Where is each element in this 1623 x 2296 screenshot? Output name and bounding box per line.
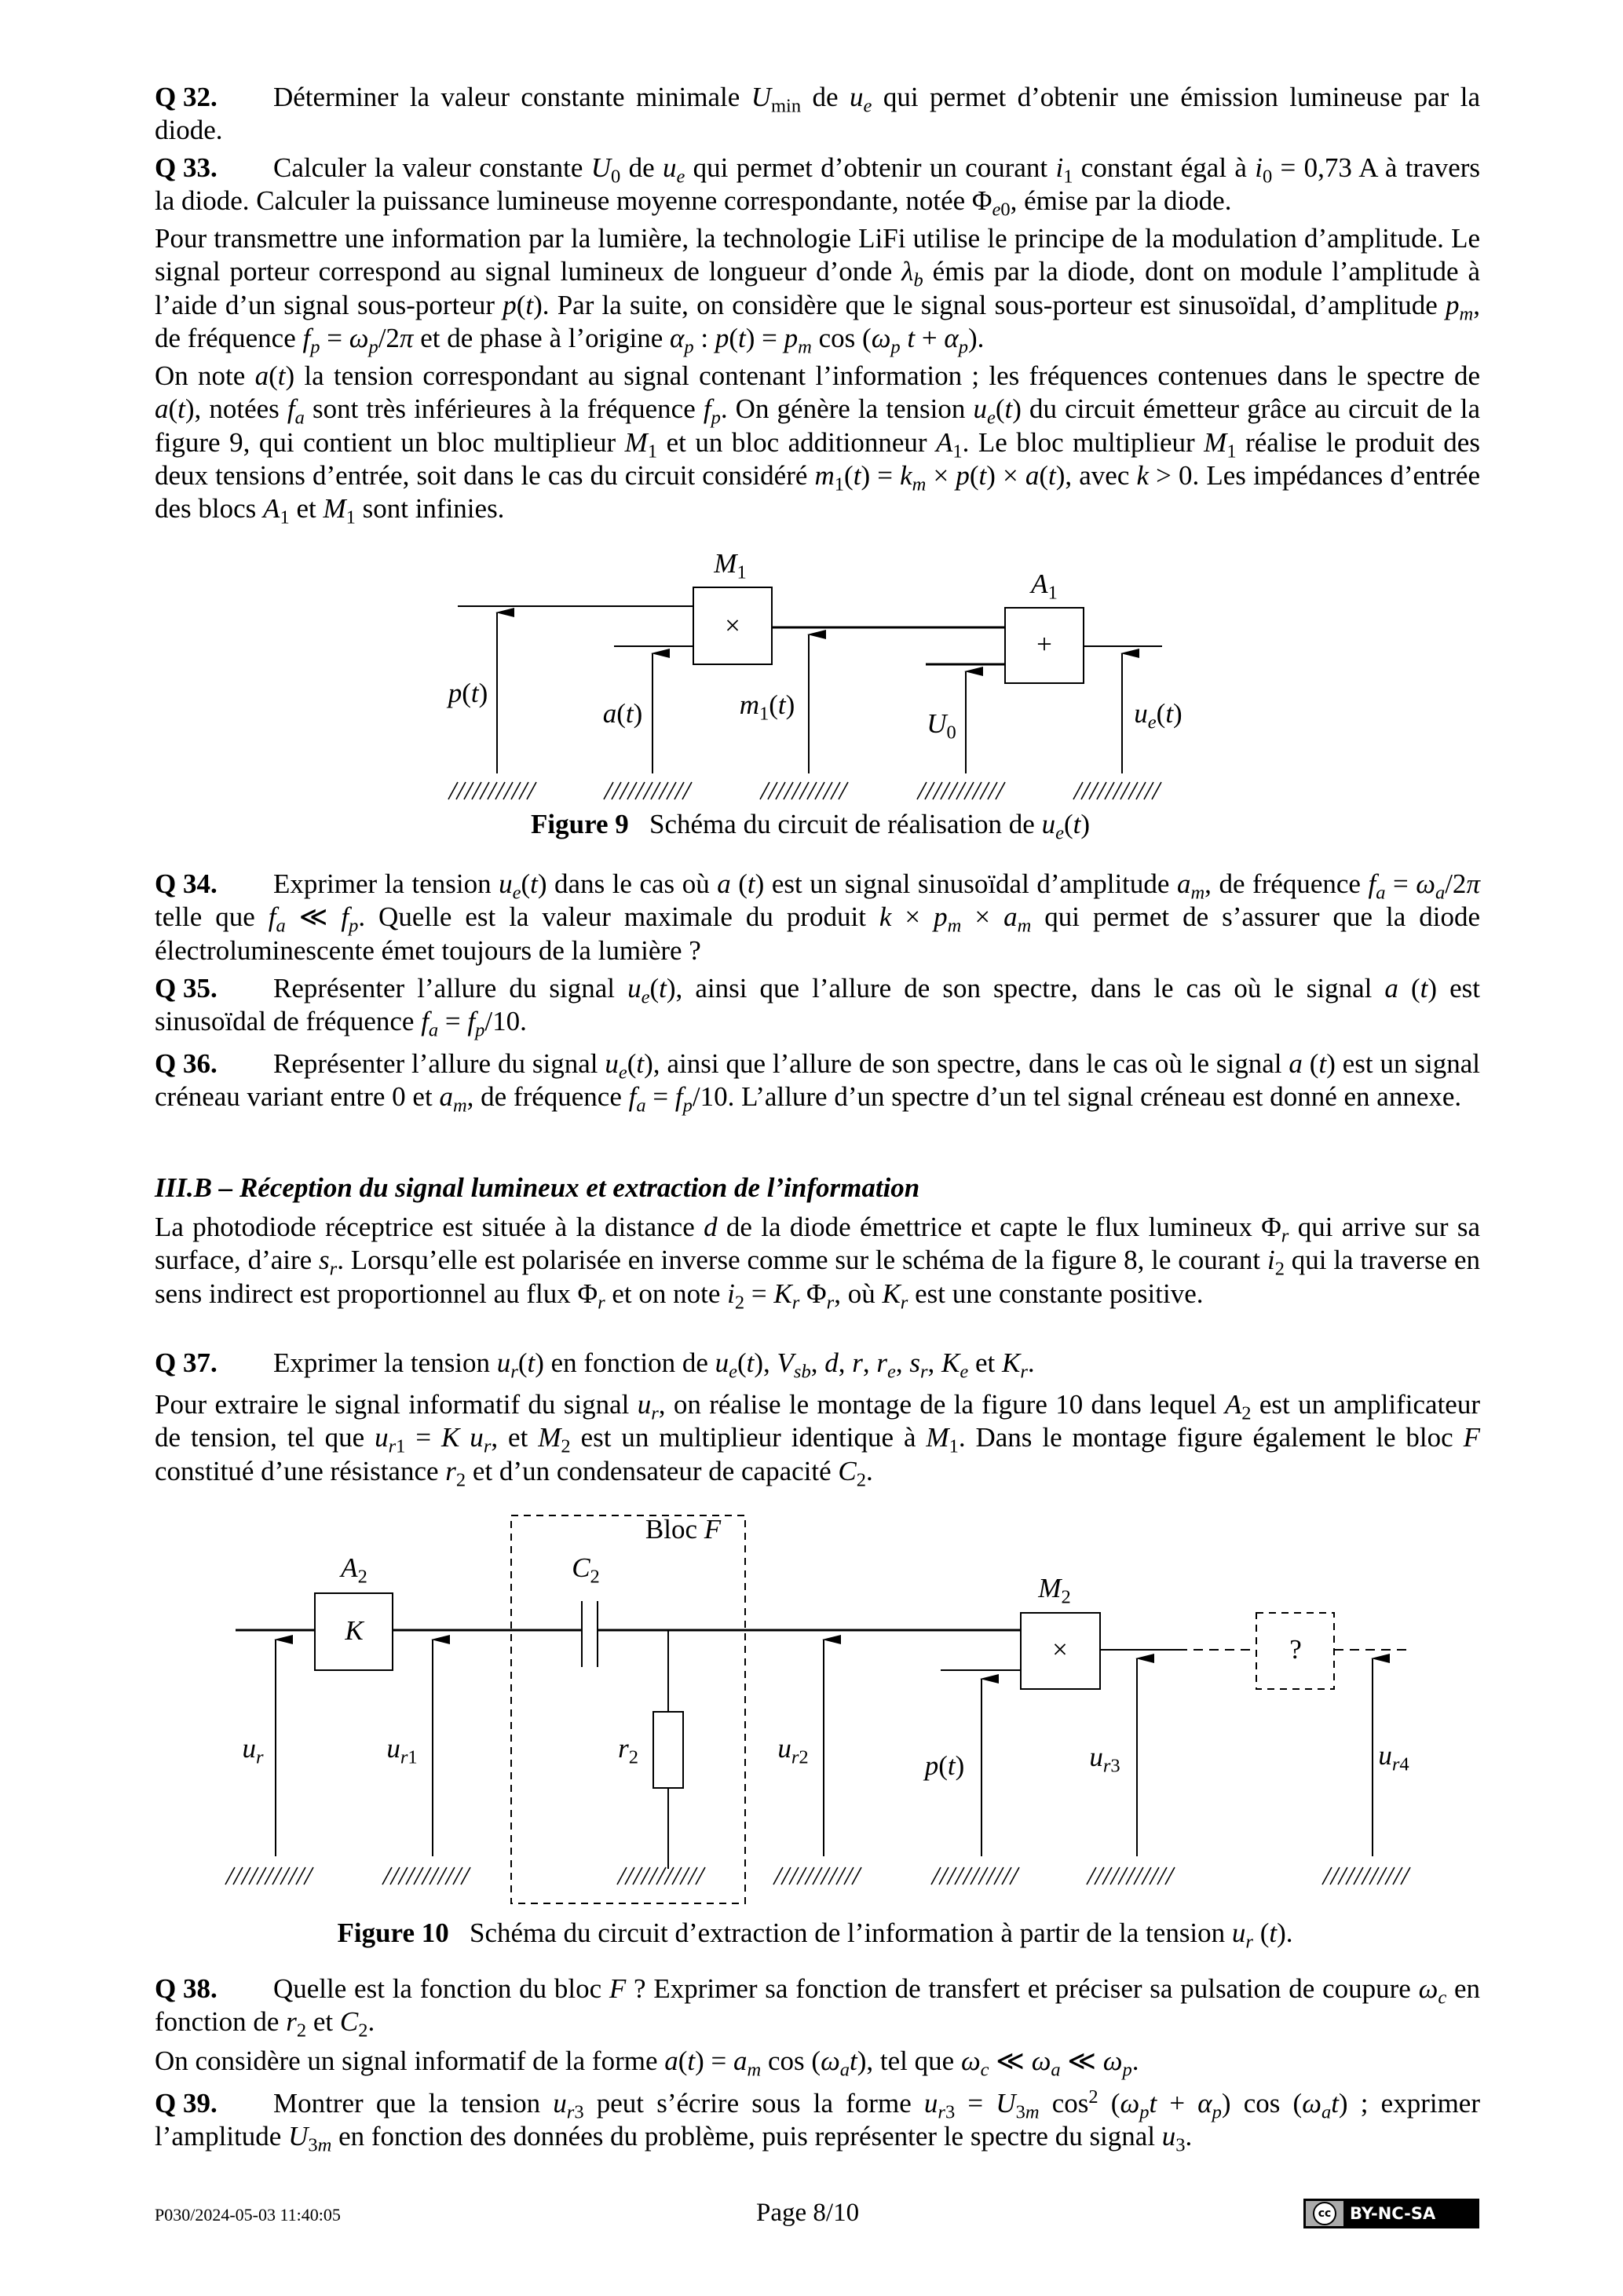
ground-symbol: [917, 782, 1005, 799]
question-label: Q 32.: [155, 82, 217, 112]
ground-symbol: [382, 1867, 470, 1885]
figure-10-circuit: [225, 1515, 1411, 1903]
ground-symbol: [448, 782, 536, 799]
symbol-gain-k: K: [345, 1615, 364, 1646]
question-label: Q 37.: [155, 1347, 217, 1378]
ground-symbol: [604, 782, 692, 799]
voltage-label-u0: $U_0$: [927, 708, 956, 744]
ground-symbol: [760, 782, 848, 799]
license-badge: [1303, 2199, 1479, 2228]
voltage-label-ur: $u_r$: [242, 1733, 264, 1768]
question-text: Représenter l’allure du signal $u_e(t)$, ainsi que l’allure de son spectre, dans le cas où le signal a (t) est sinusoïdal de fréquence $f_a = f_p/10$.: [155, 973, 1480, 1041]
resistor-r2: [653, 1712, 683, 1788]
voltage-label-p: p(t): [448, 678, 488, 708]
question-label: Q 33.: [155, 152, 217, 183]
caption-label: Figure 9: [531, 809, 629, 839]
question-text: Quelle est la fonction du bloc F ? Exprimer sa fonction de transfert et préciser sa pulsation de coupure $\omega_c$ en fonction de $r_2$ et $C_2$.: [155, 1973, 1480, 2042]
footer-reference: P030/2024-05-03 11:40:05: [155, 2205, 341, 2225]
figure-10-caption: [337, 1918, 1293, 1953]
paragraph-extraction: Pour extraire le signal informatif du signal $u_r$, on réalise le montage de la figure 10 dans lequel $A_2$ est un amplificateur de tension, tel que $u_{r1} = K$ $u_r$, et $M_2$ est un multiplieur identique à $M_1$. Dans le montage figure également le bloc F constitué d’une résistance $r_2$ et d’un condensateur de capacité $C_2$.: [155, 1389, 1480, 1490]
voltage-label-m1: $m_1(t)$: [739, 689, 795, 725]
symbol-multiply: ×: [1052, 1634, 1068, 1665]
voltage-label-ur2: $u_{r2}$: [777, 1733, 809, 1768]
question-text: Exprimer la tension $u_r(t)$ en fonction de $u_e(t)$, $V_{sb}$, d, r, $r_e$, $s_r$, $K_e$ et $K_r$.: [273, 1347, 1035, 1383]
ground-symbol: [931, 1867, 1019, 1885]
question-text: Calculer la valeur constante $U_0$ de $u_e$ qui permet d’obtenir un courant $i_1$ constant égal à $i_0 = 0,73$ A à travers la diode. Calculer la puissance lumineuse moyenne correspondante, notée $\Phi_{e0}$, émise par la diode.: [155, 152, 1481, 221]
label-a2: $A_2$: [341, 1552, 367, 1588]
license-text: BY-NC-SA: [1350, 2204, 1436, 2223]
section-heading: III.B – Réception du signal lumineux et extraction de l’information: [155, 1172, 920, 1203]
voltage-label-ur1: $u_{r1}$: [386, 1733, 418, 1768]
question-text: Montrer que la tension $u_{r3}$ peut s’écrire sous la forme $u_{r3} = U_{3m}$ $\cos^2 (\omega_pt + \alpha_p)$ $\cos (\omega_at)$ ; exprimer l’amplitude $U_{3m}$ en fonction des données du problème, puis représenter le spectre du signal $u_3$.: [155, 2086, 1480, 2156]
symbol-plus: +: [1036, 629, 1052, 660]
caption-label: Figure 10: [337, 1918, 449, 1948]
voltage-label-ue: $u_e(t)$: [1134, 698, 1183, 733]
question-text: Représenter l’allure du signal $u_e(t)$, ainsi que l’allure de son spectre, dans le cas où le signal a (t) est un signal créneau variant entre 0 et $a_m$, de fréquence $f_a = f_p/10$. L’allure d’un spectre d’un tel signal créneau est donné en annexe.: [155, 1048, 1481, 1117]
caption-text: Schéma du circuit de réalisation de $u_e(t)$: [649, 809, 1090, 844]
ground-symbol: [773, 1867, 861, 1885]
ground-symbol: [1073, 782, 1161, 799]
question-label: Q 34.: [155, 868, 217, 899]
bloc-f-dashed-box: [511, 1515, 745, 1903]
cc-logo: cc: [1313, 2202, 1336, 2225]
question-label: Q 38.: [155, 1973, 217, 2004]
paragraph-information-signal: On note a(t) la tension correspondant au signal contenant l’information ; les fréquences contenues dans le spectre de a(t), notées $f_a$ sont très inférieures à la fréquence $f_p$. On génère la tension $u_e(t)$ du circuit émetteur grâce au circuit de la figure 9, qui contient un bloc multiplieur $M_1$ et un bloc additionneur $A_1$. Le bloc multiplieur $M_1$ réalise le produit des deux tensions d’entrée, soit dans le cas du circuit considéré $m_1(t) = k_m \times p(t) \times a(t)$, avec k > 0. Les impédances d’entrée des blocs $A_1$ et $M_1$ sont infinies.: [155, 360, 1480, 528]
question-label: Q 36.: [155, 1048, 217, 1079]
label-bloc-f: Bloc F: [645, 1514, 722, 1545]
ground-symbol: [617, 1867, 705, 1885]
label-m1: $M_1$: [714, 548, 747, 583]
label-m2: $M_2$: [1038, 1573, 1071, 1608]
ground-symbol: [225, 1867, 313, 1885]
page-number: Page 8/10: [756, 2199, 860, 2227]
caption-text: Schéma du circuit d’extraction de l’information à partir de la tension $u_r$ (t).: [470, 1918, 1293, 1953]
voltage-label-a: a(t): [602, 698, 643, 729]
voltage-label-ur3: $u_{r3}$: [1089, 1742, 1120, 1777]
question-text: Exprimer la tension $u_e(t)$ dans le cas où a (t) est un signal sinusoïdal d’amplitude $a_m$, de fréquence $f_a = \omega_a/2\pi$ telle que $f_a$ ≪ $f_p$. Quelle est la valeur maximale du produit $k \times p_m \times a_m$ qui permet de s’assurer que la diode électroluminescente émet toujours de la lumière ?: [155, 868, 1481, 966]
figure-9-caption: [531, 809, 1090, 844]
question-label: Q 39.: [155, 2088, 217, 2119]
paragraph-informative-signal: On considère un signal informatif de la forme $a(t) = a_m$ $\cos (\omega_at)$, tel que $\omega_c$ ≪ $\omega_a$ ≪ $\omega_p$.: [155, 2046, 1139, 2081]
label-a1: $A_1$: [1031, 569, 1058, 604]
voltage-label-ur4: $u_{r4}$: [1378, 1740, 1409, 1775]
question-text: Déterminer la valeur constante minimale $U_{min}$ de $u_e$ qui permet d’obtenir une émission lumineuse par la diode.: [155, 82, 1480, 146]
ground-symbol: [1322, 1867, 1410, 1885]
label-c2: $C_2$: [572, 1552, 600, 1588]
paragraph-modulation: Pour transmettre une information par la lumière, la technologie LiFi utilise le principe de la modulation d’amplitude. Le signal porteur correspond au signal lumineux de longueur d’onde $\lambda_b$ émis par la diode, dont on module l’amplitude à l’aide d’un signal sous-porteur p(t). Par la suite, on considère que le signal sous-porteur est sinusoïdal, d’amplitude $p_m$, de fréquence $f_p = \omega_p/2\pi$ et de phase à l’origine $\alpha_p$ : $p(t) = p_m$ $\cos (\omega_p$ $t + \alpha_p$).: [155, 223, 1480, 358]
paragraph-photodiode: La photodiode réceptrice est située à la distance d de la diode émettrice et capte le flux lumineux $\Phi_r$ qui arrive sur sa surface, d’aire $s_r$. Lorsqu’elle est polarisée en inverse comme sur le schéma de la figure 8, le courant $i_2$ qui la traverse en sens indirect est proportionnel au flux $\Phi_r$ et on note $i_2 = K_r$ $\Phi_r$, où $K_r$ est une constante positive.: [155, 1212, 1481, 1313]
figure-9-circuit: [448, 587, 1162, 799]
label-r2: $r_2$: [618, 1733, 638, 1768]
cc-icon: [1306, 2201, 1343, 2226]
symbol-unknown: ?: [1289, 1634, 1302, 1665]
voltage-label-p: p(t): [924, 1750, 965, 1781]
ground-symbol: [1087, 1867, 1175, 1885]
symbol-multiply: ×: [725, 610, 740, 641]
question-label: Q 35.: [155, 973, 217, 1004]
